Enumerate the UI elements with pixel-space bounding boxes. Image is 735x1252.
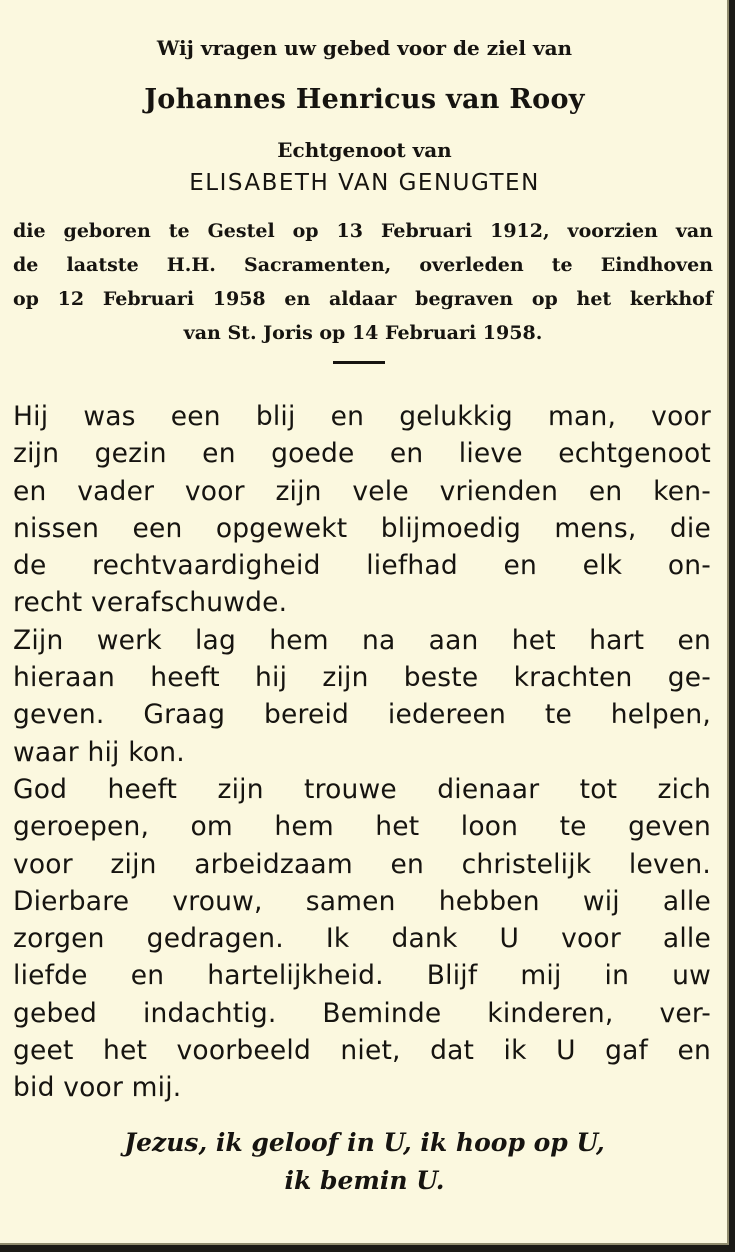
closing-prayer <box>0 1124 729 1200</box>
message-line: zijn gezin en goede en lieve echtgenoot <box>13 438 711 470</box>
message-line: hieraan heeft hij zijn beste krachten ge- <box>13 662 711 694</box>
message-line: God heeft zijn trouwe dienaar tot zich <box>13 773 711 805</box>
message-line: en vader voor zijn vele vrienden en ken- <box>13 475 711 507</box>
message-line: geven. Graag bereid iedereen te helpen, <box>13 699 711 731</box>
biography-line: die geboren te Gestel op 13 Februari 1912, voorzien van <box>13 220 713 242</box>
message-line: Zijn werk lag hem na aan het hart en <box>13 624 711 656</box>
biography-line: op 12 Februari 1958 en aldaar begraven op het kerkhof <box>13 288 713 310</box>
message-line: Hij was een blij en gelukkig man, voor <box>13 401 711 432</box>
biography-line: van St. Joris op 14 Februari 1958. <box>183 322 543 344</box>
message-line: bid voor mij. <box>13 1072 182 1104</box>
prayer-line: Jezus, ik geloof in U, ik hoop op U, <box>124 1128 605 1157</box>
spouse-name: ELISABETH VAN GENUGTEN <box>189 170 540 196</box>
message-line: Dierbare vrouw, samen hebben wij alle <box>13 885 711 917</box>
biography <box>13 214 713 350</box>
deceased-name: Johannes Henricus van Rooy <box>144 84 585 115</box>
message-line: geroepen, om hem het loon te geven <box>13 811 711 843</box>
message-line: voor zijn arbeidzaam en christelijk leven. <box>13 848 711 880</box>
message-line: nissen een opgewekt blijmoedig mens, die <box>13 512 711 544</box>
farewell-message <box>13 398 711 1107</box>
biography-line: de laatste H.H. Sacramenten, overleden te Eindhoven <box>13 254 713 276</box>
divider-rule <box>333 361 385 364</box>
message-line: gebed indachtig. Beminde kinderen, ver- <box>13 997 711 1029</box>
message-line: liefde en hartelijkheid. Blijf mij in uw <box>13 960 711 992</box>
intro-text: Wij vragen uw gebed voor de ziel van <box>156 36 573 60</box>
message-line: waar hij kon. <box>13 736 185 768</box>
message-line: zorgen gedragen. Ik dank U voor alle <box>13 923 711 955</box>
spouse-label: Echtgenoot van <box>277 138 452 162</box>
message-line: de rechtvaardigheid liefhad en elk on- <box>13 550 711 582</box>
message-line: recht verafschuwde. <box>13 587 288 619</box>
prayer-line: ik bemin U. <box>284 1166 445 1195</box>
message-line: geet het voorbeeld niet, dat ik U gaf en <box>13 1035 711 1067</box>
